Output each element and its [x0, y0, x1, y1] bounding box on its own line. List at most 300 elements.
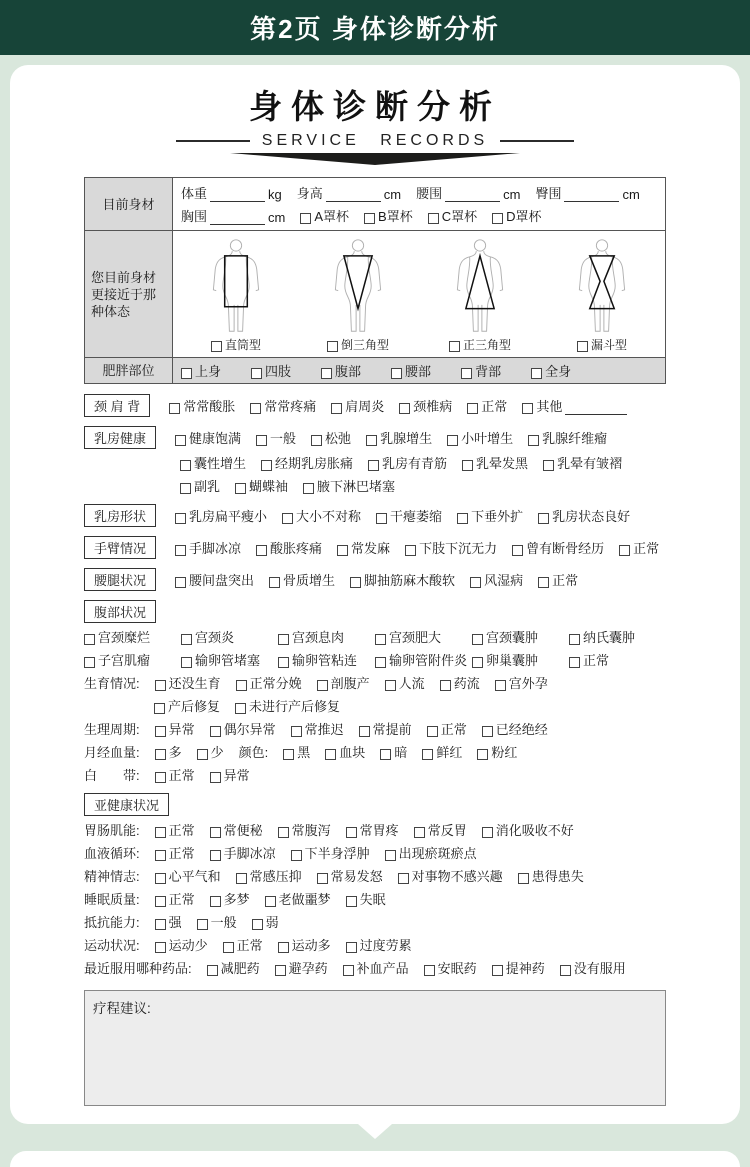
- checkbox-option[interactable]: [482, 820, 574, 839]
- checkbox-option[interactable]: [472, 627, 569, 646]
- checkbox-option[interactable]: [368, 453, 447, 472]
- checkbox: [405, 545, 416, 556]
- card-bottom-notch: [358, 1124, 392, 1139]
- blank-field[interactable]: 胸围 cm: [181, 209, 286, 225]
- checkbox-option[interactable]: [538, 506, 630, 525]
- checkbox-option[interactable]: [265, 889, 331, 908]
- checkbox-option[interactable]: [181, 361, 221, 380]
- checkbox-label: 暗: [394, 745, 408, 760]
- checkbox-label: 少: [210, 745, 224, 760]
- checkbox: [375, 657, 386, 668]
- fat-parts-options: [173, 358, 665, 383]
- checkbox-label: 正常: [633, 541, 660, 556]
- checkbox: [175, 577, 186, 588]
- checkbox-option[interactable]: [256, 428, 296, 447]
- checkbox: [385, 850, 396, 861]
- checkbox: [531, 368, 542, 379]
- checkbox-option[interactable]: [522, 396, 627, 415]
- form-line: [84, 534, 666, 561]
- checkbox-option[interactable]: [447, 428, 513, 447]
- checkbox-option[interactable]: [449, 336, 511, 353]
- checkbox-option[interactable]: [405, 538, 497, 557]
- checkbox: [175, 513, 186, 524]
- body-figure-triangle: [447, 237, 513, 353]
- checkbox: [346, 896, 357, 907]
- checkbox-option[interactable]: [346, 820, 399, 839]
- checkbox-label: 下半身浮肿: [304, 846, 370, 861]
- checkbox: [560, 965, 571, 976]
- checkbox-label: 上身: [195, 364, 222, 379]
- form-line: [84, 887, 666, 910]
- checkbox-label: 蝴蝶袖: [249, 479, 289, 494]
- checkbox-option[interactable]: [291, 719, 344, 738]
- checkbox-label: 经期乳房胀痛: [275, 456, 354, 471]
- checkbox: [155, 873, 166, 884]
- checkbox-label: 常常疼痛: [264, 399, 317, 414]
- checkbox-label: 乳腺纤维瘤: [542, 431, 608, 446]
- form-line: [84, 474, 666, 497]
- checkbox-label: 弱: [265, 915, 279, 930]
- checkbox-label: 正常: [168, 823, 195, 838]
- checkbox-option[interactable]: [366, 428, 432, 447]
- checkbox: [414, 827, 425, 838]
- checkbox-label: 常便秘: [223, 823, 263, 838]
- checkbox-option[interactable]: [291, 843, 370, 862]
- checkbox: [422, 749, 433, 760]
- checkbox: [317, 873, 328, 884]
- checkbox-label: 多梦: [223, 892, 250, 907]
- checkbox-option[interactable]: [399, 396, 452, 415]
- checkbox-option[interactable]: [375, 627, 472, 646]
- checkbox-label: 四肢: [265, 364, 292, 379]
- checkbox-label: 运动少: [168, 938, 208, 953]
- checkbox-label: 风湿病: [484, 573, 524, 588]
- checkbox-option[interactable]: [495, 673, 548, 692]
- figure-label: 直筒型: [224, 338, 261, 352]
- checkbox-option[interactable]: [269, 570, 335, 589]
- field-label: 最近服用哪种药品:: [84, 961, 192, 976]
- checkbox: [462, 460, 473, 471]
- checkbox: [197, 749, 208, 760]
- checkbox-option[interactable]: [155, 742, 182, 761]
- checkbox-label: 还没生育: [168, 676, 221, 691]
- blank-underline: [564, 190, 619, 202]
- checkbox-label: B罩杯: [378, 209, 413, 224]
- checkbox-option[interactable]: [512, 538, 604, 557]
- checkbox: [449, 341, 460, 352]
- checkbox-option[interactable]: [155, 719, 195, 738]
- checkbox-option[interactable]: [278, 935, 331, 954]
- field-label: 颜色:: [238, 745, 269, 760]
- checkbox-option[interactable]: [414, 820, 467, 839]
- checkbox-label: 腰部: [405, 364, 432, 379]
- checkbox-label: 粉红: [491, 745, 518, 760]
- checkbox-label: 偶尔异常: [223, 722, 276, 737]
- checkbox-option[interactable]: [251, 361, 291, 380]
- checkbox-label: 乳腺增生: [380, 431, 433, 446]
- page-banner: [0, 0, 750, 55]
- figure-hourglass-icon: [569, 237, 635, 335]
- checkbox-label: 宫颈囊肿: [486, 630, 539, 645]
- figure-label: 倒三角型: [340, 338, 389, 352]
- checkbox-label: 安眠药: [437, 961, 477, 976]
- checkbox-option[interactable]: [283, 742, 310, 761]
- checkbox-option[interactable]: [197, 742, 224, 761]
- section-label: 乳房健康: [84, 426, 156, 449]
- checkbox-option[interactable]: [538, 570, 578, 589]
- checkbox-option[interactable]: [428, 206, 477, 225]
- checkbox: [398, 873, 409, 884]
- checkbox-option[interactable]: [518, 866, 584, 885]
- checkbox-option[interactable]: [427, 719, 467, 738]
- form-line: [84, 956, 666, 979]
- checkbox-option[interactable]: [175, 570, 254, 589]
- checkbox-option[interactable]: [175, 506, 267, 525]
- checkbox-label: C罩杯: [441, 209, 478, 224]
- checkbox: [380, 749, 391, 760]
- checkbox-option[interactable]: [569, 650, 666, 669]
- checkbox-option[interactable]: [282, 506, 361, 525]
- checkbox-option[interactable]: [325, 742, 365, 761]
- checkbox-option[interactable]: [492, 206, 541, 225]
- checkbox-label: 正常: [440, 722, 467, 737]
- checkbox-option[interactable]: [180, 453, 246, 472]
- checkbox-option[interactable]: [250, 396, 316, 415]
- checkbox: [376, 513, 387, 524]
- field-label: 生理周期:: [84, 722, 140, 737]
- checkbox-option[interactable]: [155, 889, 195, 908]
- checkbox-option[interactable]: [467, 396, 507, 415]
- checkbox-option[interactable]: [210, 843, 276, 862]
- checkbox-option[interactable]: [317, 866, 383, 885]
- checkbox-label: 异常: [168, 722, 195, 737]
- checkbox-option[interactable]: [207, 958, 260, 977]
- checkbox-option[interactable]: [300, 206, 349, 225]
- checkbox-label: 常易发怒: [330, 869, 383, 884]
- checkbox-option[interactable]: [180, 476, 220, 495]
- checkbox-option[interactable]: [278, 650, 375, 669]
- checkbox-option[interactable]: [331, 396, 384, 415]
- checkbox-label: 输卵管堵塞: [195, 653, 261, 668]
- checkbox-label: 乳晕发黑: [476, 456, 529, 471]
- checkbox-option[interactable]: [181, 650, 278, 669]
- checkbox-option[interactable]: [380, 742, 407, 761]
- checkbox-label: 全身: [545, 364, 572, 379]
- checkbox-option[interactable]: [84, 627, 181, 646]
- checkbox-option[interactable]: [303, 476, 395, 495]
- checkbox-label: 骨质增生: [283, 573, 336, 588]
- checkbox-option[interactable]: [477, 742, 517, 761]
- checkbox: [343, 965, 354, 976]
- checkbox-label: 正常: [552, 573, 579, 588]
- checkbox: [366, 435, 377, 446]
- checkbox-option[interactable]: [197, 912, 237, 931]
- checkbox-option[interactable]: [346, 889, 386, 908]
- checkbox-option[interactable]: [440, 673, 480, 692]
- checkbox: [207, 965, 218, 976]
- blank-underline: [565, 403, 627, 415]
- checkbox-option[interactable]: [350, 570, 455, 589]
- checkbox-label: 腋下淋巴堵塞: [317, 479, 396, 494]
- checkbox-option[interactable]: [154, 696, 220, 715]
- checkbox-label: 多: [168, 745, 182, 760]
- checkbox: [538, 513, 549, 524]
- form-line: [84, 818, 666, 841]
- checkbox: [311, 435, 322, 446]
- checkbox-option[interactable]: [210, 765, 250, 784]
- checkbox-label: 其他: [536, 399, 563, 414]
- checkbox: [265, 896, 276, 907]
- checkbox-option[interactable]: [210, 889, 250, 908]
- checkbox-label: 人流: [398, 676, 425, 691]
- checkbox-option[interactable]: [457, 506, 523, 525]
- checkbox: [181, 634, 192, 645]
- checkbox-option[interactable]: [422, 742, 462, 761]
- checkbox-option[interactable]: [155, 866, 221, 885]
- checkbox: [236, 680, 247, 691]
- checkbox-option[interactable]: [492, 958, 545, 977]
- checkbox: [325, 749, 336, 760]
- checkbox-option[interactable]: [462, 453, 528, 472]
- checkbox-option[interactable]: [577, 336, 627, 353]
- checkbox: [321, 368, 332, 379]
- checkbox-label: 下垂外扩: [471, 509, 524, 524]
- checkbox-label: 常提前: [372, 722, 412, 737]
- checkbox-option[interactable]: [543, 453, 622, 472]
- checkbox: [470, 577, 481, 588]
- checkbox-label: 下肢下沉无力: [419, 541, 498, 556]
- checkbox-option[interactable]: [181, 627, 278, 646]
- checkbox-option[interactable]: [375, 650, 472, 669]
- checkbox-label: 小叶增生: [461, 431, 514, 446]
- fat-parts-label: 肥胖部位: [85, 358, 173, 383]
- checkbox: [175, 435, 186, 446]
- checkbox-option[interactable]: [317, 673, 370, 692]
- checkbox: [210, 827, 221, 838]
- checkbox-option[interactable]: [359, 719, 412, 738]
- checkbox-label: 酸胀疼痛: [270, 541, 323, 556]
- checkbox-label: 正常: [168, 892, 195, 907]
- checkbox-option[interactable]: [398, 866, 503, 885]
- checkbox: [155, 896, 166, 907]
- checkbox-option[interactable]: [278, 627, 375, 646]
- current-figure-fields: [173, 178, 665, 230]
- checkbox-label: 宫外孕: [508, 676, 548, 691]
- checkbox-option[interactable]: [343, 958, 409, 977]
- checkbox: [577, 341, 588, 352]
- checkbox: [278, 657, 289, 668]
- title-banner-chevron: [230, 153, 520, 165]
- checkbox-option[interactable]: [155, 935, 208, 954]
- checkbox-option[interactable]: [223, 935, 263, 954]
- checkbox-label: 老做噩梦: [278, 892, 331, 907]
- checkbox-option[interactable]: [211, 336, 261, 353]
- checkbox-option[interactable]: [327, 336, 389, 353]
- subtitle-rule-right: [500, 140, 574, 142]
- form-line: [84, 763, 666, 786]
- form-line: [84, 694, 666, 717]
- checkbox-option[interactable]: [385, 843, 477, 862]
- field-label: 胃肠肌能:: [84, 823, 140, 838]
- checkbox-label: 宫颈炎: [195, 630, 235, 645]
- checkbox: [467, 403, 478, 414]
- checkbox-label: 剖腹产: [330, 676, 370, 691]
- checkbox-section-lines: [84, 392, 666, 979]
- body-figure-hourglass: [569, 237, 635, 353]
- checkbox-option[interactable]: [311, 428, 351, 447]
- checkbox: [155, 827, 166, 838]
- checkbox: [256, 435, 267, 446]
- checkbox-option[interactable]: [155, 820, 195, 839]
- checkbox-option[interactable]: [391, 361, 431, 380]
- checkbox-option[interactable]: [235, 476, 288, 495]
- checkbox-label: 乳房有青筋: [382, 456, 448, 471]
- checkbox: [223, 942, 234, 953]
- form-line: [84, 864, 666, 887]
- checkbox-label: 正常分娩: [249, 676, 302, 691]
- checkbox-option[interactable]: [337, 538, 390, 557]
- checkbox: [175, 545, 186, 556]
- checkbox-option[interactable]: [385, 673, 425, 692]
- checkbox-label: 正常: [236, 938, 263, 953]
- body-figure-straight: [203, 237, 269, 353]
- checkbox-option[interactable]: [364, 206, 413, 225]
- checkbox-option[interactable]: [560, 958, 626, 977]
- checkbox: [155, 772, 166, 783]
- figure-label: 漏斗型: [590, 338, 627, 352]
- checkbox: [385, 680, 396, 691]
- checkbox-option[interactable]: [321, 361, 361, 380]
- form-card: [10, 65, 740, 1124]
- checkbox-label: 避孕药: [288, 961, 328, 976]
- checkbox-label: 没有服用: [573, 961, 626, 976]
- checkbox-label: 产后修复: [168, 699, 221, 714]
- checkbox-option[interactable]: [256, 538, 322, 557]
- blank-field[interactable]: 体重 kg: [181, 186, 282, 202]
- section-label: 腹部状况: [84, 600, 156, 623]
- checkbox-option[interactable]: [275, 958, 328, 977]
- blank-field[interactable]: 身高 cm: [296, 186, 402, 202]
- checkbox: [256, 545, 267, 556]
- field-label: 生育情况:: [84, 676, 140, 691]
- checkbox: [252, 919, 263, 930]
- field-label: 白 带:: [84, 768, 140, 783]
- checkbox-option[interactable]: [155, 843, 195, 862]
- measurements-line-2: [181, 204, 657, 227]
- checkbox-option[interactable]: [175, 538, 241, 557]
- blank-underline: [445, 190, 500, 202]
- checkbox-label: 常推迟: [304, 722, 344, 737]
- checkbox: [155, 749, 166, 760]
- checkbox-option[interactable]: [482, 719, 548, 738]
- current-figure-label: 目前身材: [85, 178, 173, 230]
- field-label: 抵抗能力:: [84, 915, 140, 930]
- checkbox-option[interactable]: [424, 958, 477, 977]
- field-label: 血液循环:: [84, 846, 140, 861]
- checkbox-label: 减肥药: [220, 961, 260, 976]
- blank-field[interactable]: 腰围 cm: [416, 186, 521, 202]
- checkbox-option[interactable]: [236, 866, 302, 885]
- checkbox-option[interactable]: [84, 650, 181, 669]
- checkbox-option[interactable]: [528, 428, 607, 447]
- form-subtitle: [10, 132, 740, 150]
- checkbox-option[interactable]: [175, 428, 241, 447]
- checkbox: [538, 577, 549, 588]
- checkbox-option[interactable]: [155, 673, 221, 692]
- blank-field[interactable]: 臀围 cm: [535, 186, 640, 202]
- checkbox-label: 常腹泻: [291, 823, 331, 838]
- treatment-advice-box[interactable]: [84, 990, 666, 1106]
- checkbox-option[interactable]: [210, 820, 263, 839]
- checkbox-option[interactable]: [619, 538, 659, 557]
- checkbox-option[interactable]: [531, 361, 571, 380]
- checkbox: [261, 460, 272, 471]
- checkbox-option[interactable]: [278, 820, 331, 839]
- checkbox: [155, 919, 166, 930]
- checkbox-option[interactable]: [236, 673, 302, 692]
- checkbox-label: 黑: [297, 745, 311, 760]
- checkbox-label: 手脚冰凉: [189, 541, 242, 556]
- checkbox: [399, 403, 410, 414]
- checkbox: [472, 634, 483, 645]
- checkbox: [457, 513, 468, 524]
- checkbox-label: 常胃疼: [359, 823, 399, 838]
- checkbox-option[interactable]: [261, 453, 353, 472]
- checkbox: [440, 680, 451, 691]
- section-label: 腰腿状况: [84, 568, 156, 591]
- section-label: 乳房形状: [84, 504, 156, 527]
- checkbox: [472, 657, 483, 668]
- checkbox-label: 宫颈肥大: [389, 630, 442, 645]
- checkbox: [350, 577, 361, 588]
- checkbox: [482, 827, 493, 838]
- checkbox: [282, 513, 293, 524]
- checkbox-option[interactable]: [346, 935, 412, 954]
- checkbox-label: 常反胃: [427, 823, 467, 838]
- checkbox-label: 正常: [481, 399, 508, 414]
- checkbox: [619, 545, 630, 556]
- checkbox: [155, 726, 166, 737]
- checkbox-option[interactable]: [470, 570, 523, 589]
- checkbox-label: 乳房扁平瘦小: [189, 509, 268, 524]
- figure-table: [84, 177, 666, 384]
- checkbox-label: 一般: [210, 915, 237, 930]
- checkbox-label: 强: [168, 915, 182, 930]
- checkbox: [428, 213, 439, 224]
- body-type-figures: [173, 231, 665, 357]
- form-line: [84, 717, 666, 740]
- checkbox-option[interactable]: [252, 912, 279, 931]
- form-line: [84, 841, 666, 864]
- checkbox: [569, 657, 580, 668]
- checkbox-option[interactable]: [155, 765, 195, 784]
- blank-underline: [326, 190, 381, 202]
- checkbox-option[interactable]: [155, 912, 182, 931]
- checkbox-option[interactable]: [210, 719, 276, 738]
- checkbox-label: 干瘪萎缩: [390, 509, 443, 524]
- next-page-card-sliver: [10, 1151, 740, 1167]
- checkbox-label: 常发麻: [351, 541, 391, 556]
- checkbox-option[interactable]: [235, 696, 340, 715]
- body-figure-inverted-triangle: [325, 237, 391, 353]
- form-line: [84, 648, 666, 671]
- checkbox-option[interactable]: [472, 650, 569, 669]
- checkbox: [236, 873, 247, 884]
- checkbox-option[interactable]: [376, 506, 442, 525]
- checkbox-option[interactable]: [461, 361, 501, 380]
- checkbox-option[interactable]: [169, 396, 235, 415]
- checkbox-option[interactable]: [569, 627, 666, 646]
